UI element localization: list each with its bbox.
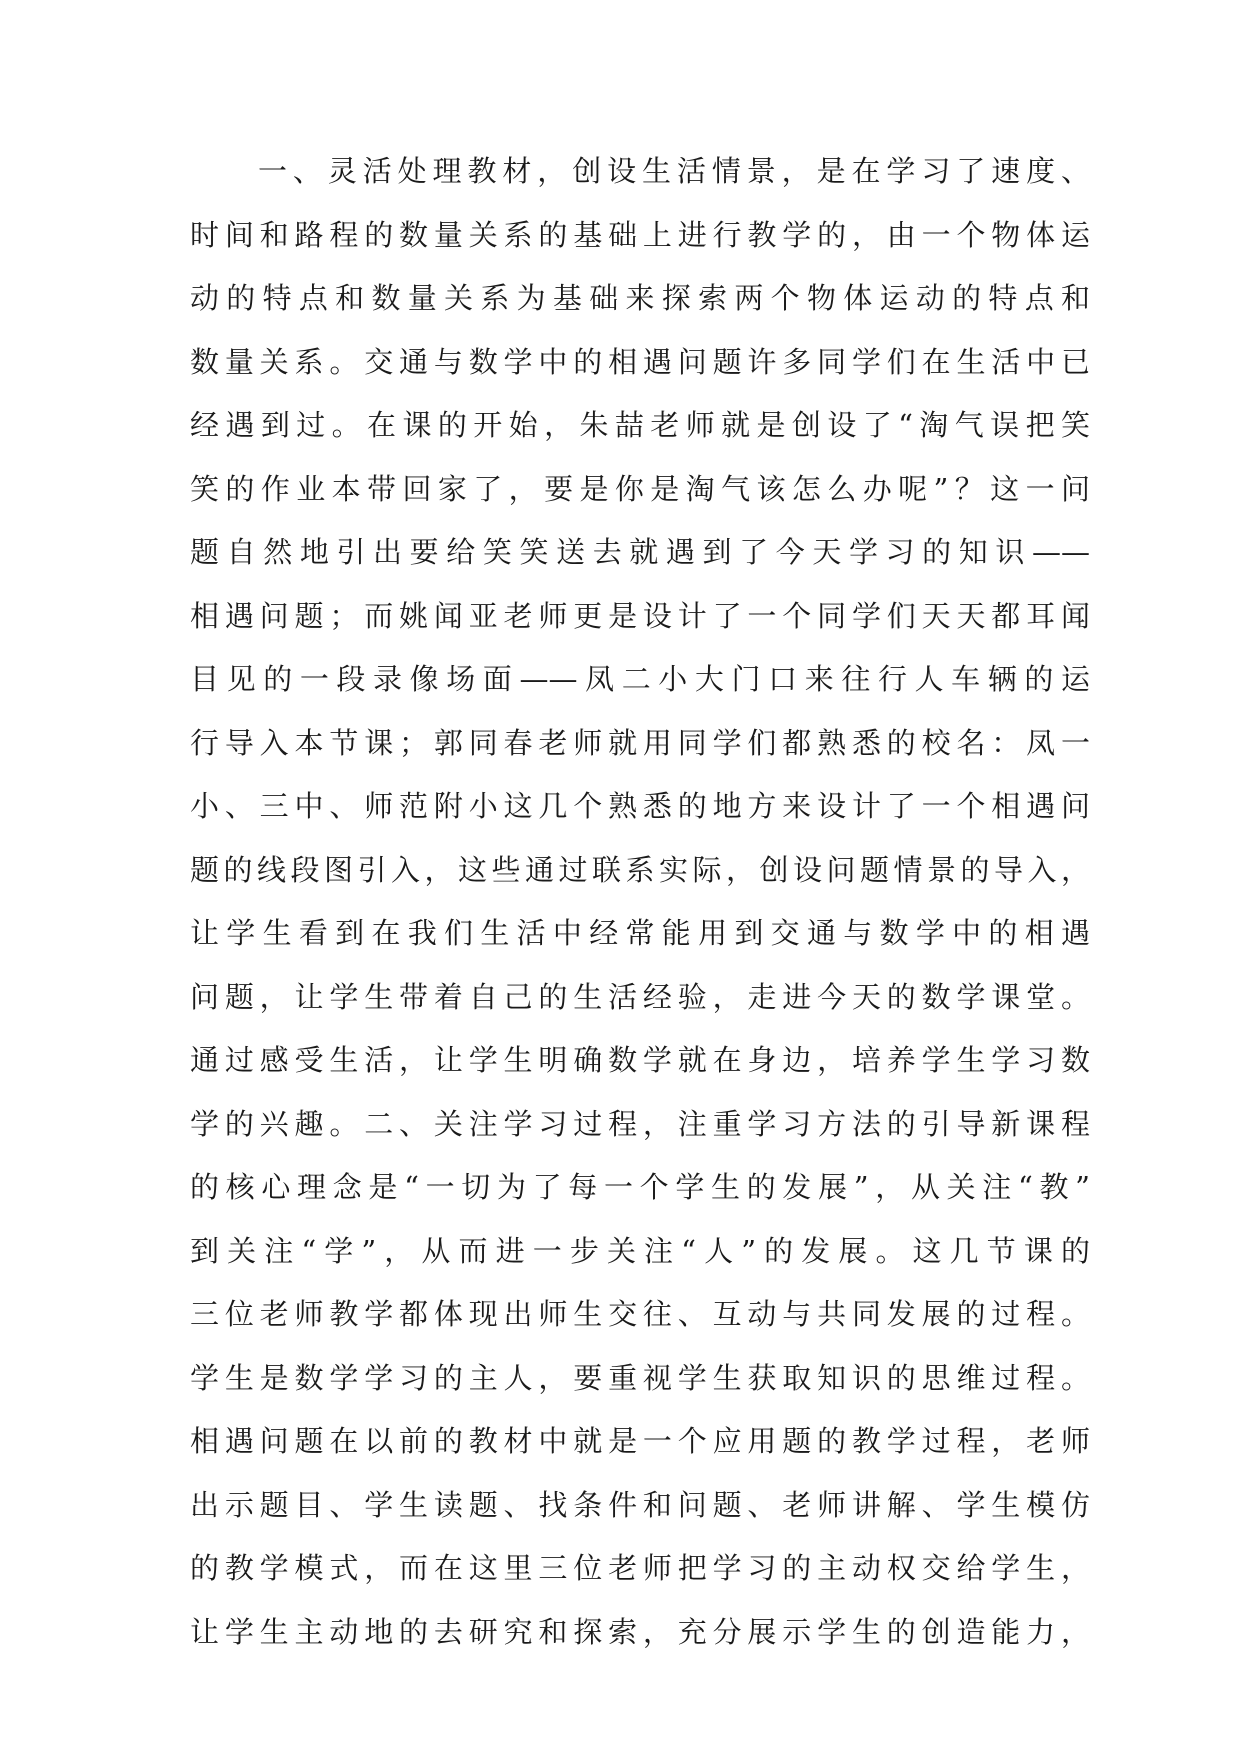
text-line: 三位老师教学都体现出师生交往、互动与共同发展的过程。 (190, 1297, 1090, 1331)
text-line: 的核心理念是“一切为了每一个学生的发展”，从关注“教” (190, 1170, 1090, 1204)
text-line: 一、灵活处理教材，创设生活情景，是在学习了速度、 (258, 154, 1090, 188)
text-line: 让学生看到在我们生活中经常能用到交通与数学中的相遇 (190, 916, 1090, 950)
text-line: 题的线段图引入，这些通过联系实际，创设问题情景的导入， (190, 852, 1090, 887)
text-line: 小、三中、师范附小这几个熟悉的地方来设计了一个相遇问 (190, 789, 1090, 823)
text-line: 出示题目、学生读题、找条件和问题、老师讲解、学生模仿 (190, 1487, 1090, 1522)
text-line: 动的特点和数量关系为基础来探索两个物体运动的特点和 (190, 281, 1090, 315)
text-line: 的教学模式，而在这里三位老师把学习的主动权交给学生， (190, 1551, 1090, 1585)
text-line: 问题，让学生带着自己的生活经验，走进今天的数学课堂。 (190, 979, 1090, 1014)
text-line: 让学生主动地的去研究和探索，充分展示学生的创造能力， (190, 1614, 1090, 1649)
text-line: 通过感受生活，让学生明确数学就在身边，培养学生学习数 (190, 1043, 1090, 1077)
body-paragraph (190, 140, 1090, 1664)
text-line: 相遇问题在以前的教材中就是一个应用题的教学过程，老师 (190, 1424, 1090, 1458)
text-line: 学生是数学学习的主人，要重视学生获取知识的思维过程。 (190, 1360, 1090, 1395)
text-line: 经遇到过。在课的开始，朱喆老师就是创设了“淘气误把笑 (190, 408, 1090, 442)
text-line: 数量关系。交通与数学中的相遇问题许多同学们在生活中已 (190, 344, 1090, 379)
text-line: 到关注“学”，从而进一步关注“人”的发展。这几节课的 (190, 1233, 1090, 1268)
text-line: 题自然地引出要给笑笑送去就遇到了今天学习的知识—— (190, 535, 1090, 569)
text-line: 相遇问题；而姚闻亚老师更是设计了一个同学们天天都耳闻 (190, 598, 1090, 633)
text-line: 时间和路程的数量关系的基础上进行教学的，由一个物体运 (190, 217, 1090, 252)
text-line: 学的兴趣。二、关注学习过程，注重学习方法的引导新课程 (190, 1106, 1090, 1141)
text-line: 笑的作业本带回家了，要是你是淘气该怎么办呢”？这一问 (190, 471, 1090, 506)
text-line: 行导入本节课；郭同春老师就用同学们都熟悉的校名：凤一 (190, 725, 1090, 760)
text-line: 目见的一段录像场面——凤二小大门口来往行人车辆的运 (190, 662, 1090, 696)
